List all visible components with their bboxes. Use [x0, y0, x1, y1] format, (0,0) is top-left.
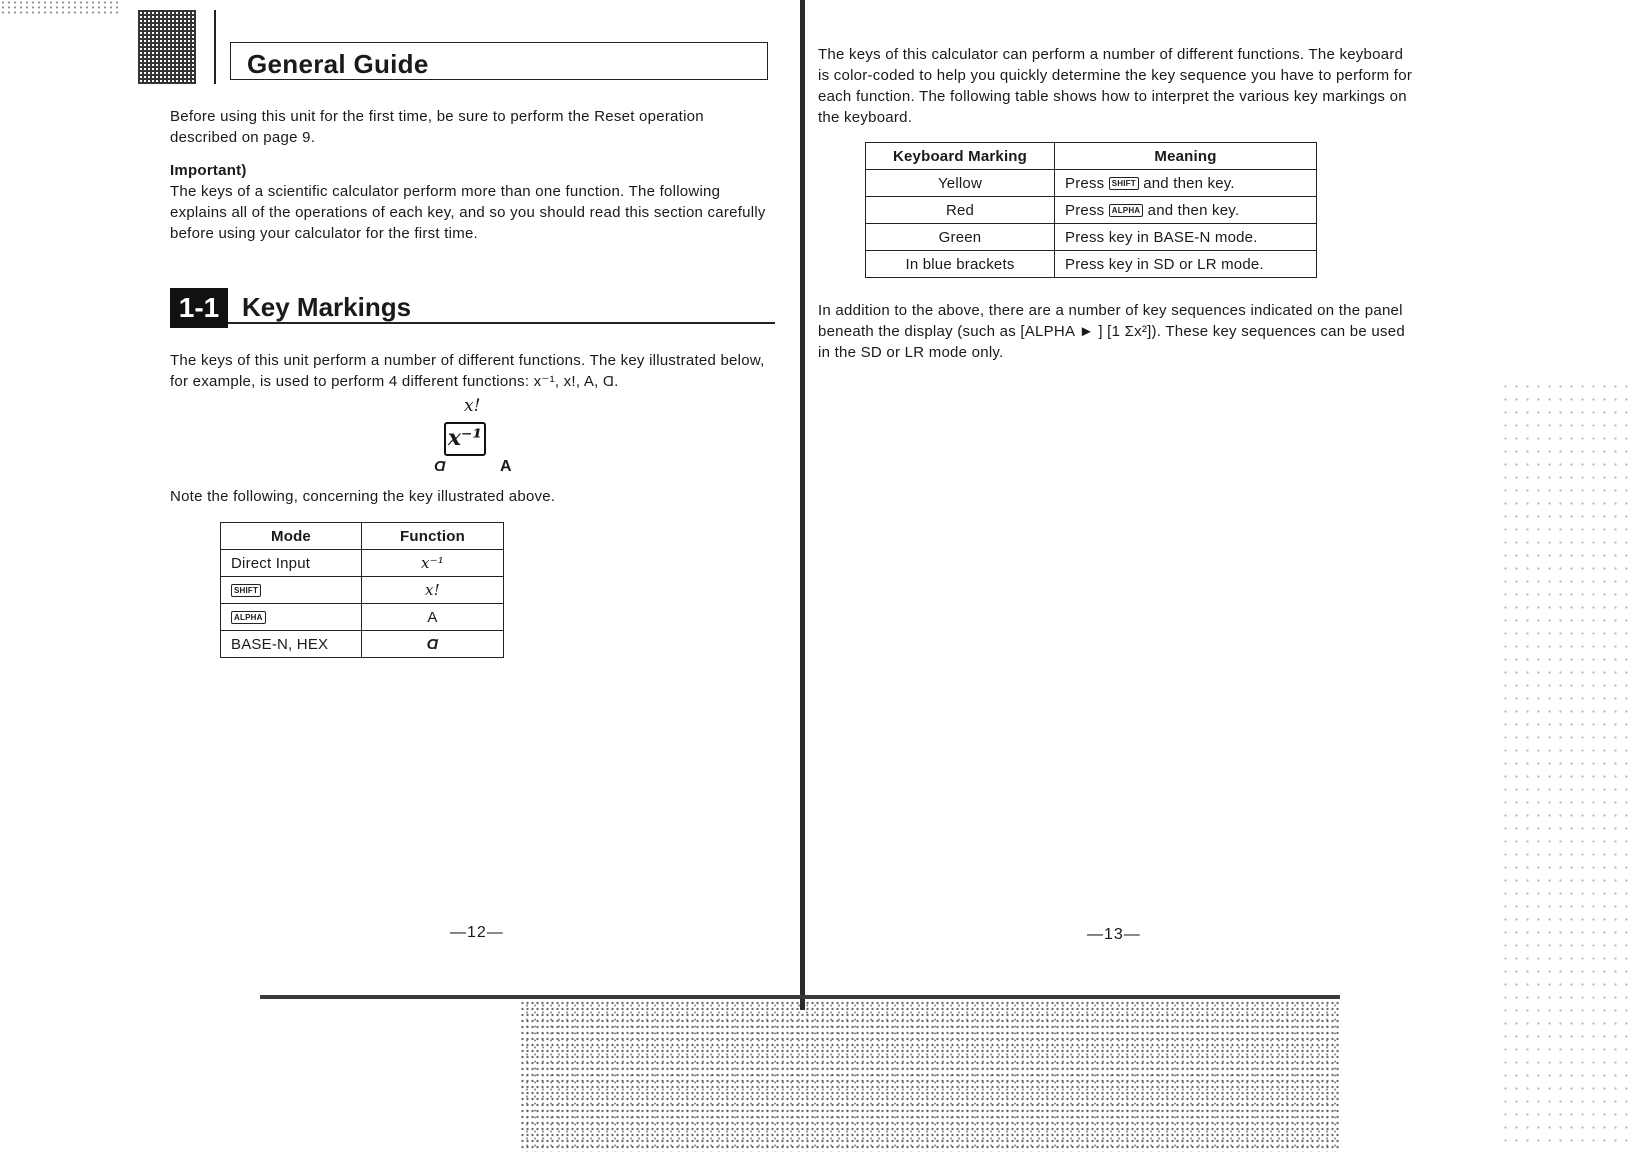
scan-noise	[520, 1000, 1340, 1152]
key-face: x⁻¹	[444, 422, 486, 456]
intro-paragraph	[170, 106, 775, 148]
table-cell: Green	[866, 224, 1055, 251]
section-title-box	[230, 42, 768, 80]
subsection-heading	[170, 288, 775, 328]
table-cell: x!	[362, 577, 504, 604]
addition-paragraph	[818, 300, 1418, 363]
meaning-text: Press	[1065, 201, 1105, 219]
table-header: Keyboard Marking	[866, 143, 1055, 170]
table-cell: Press key in BASE-N mode.	[1055, 224, 1317, 251]
subsection-rule	[228, 322, 775, 324]
key-hex-label: Ɑ	[434, 458, 446, 475]
scan-noise	[1500, 380, 1636, 1152]
table-cell: Direct Input	[221, 550, 362, 577]
meaning-text: and then key.	[1147, 201, 1240, 219]
note-paragraph	[170, 486, 775, 507]
section-title: General Guide	[247, 49, 429, 79]
important-block	[170, 160, 775, 244]
table-row	[221, 604, 504, 631]
chapter-rule	[214, 10, 216, 84]
key-shift-label: x!	[464, 396, 481, 416]
key-text: The keys of this unit perform a number of different functions. The key illustrated below, for example, is used to perform 4 different functions: x⁻¹, x!, A, Ɑ.	[170, 352, 765, 390]
table-cell	[221, 604, 362, 631]
meaning-text: Press	[1065, 174, 1105, 192]
key-illustration	[430, 396, 520, 476]
marking-table	[865, 142, 1317, 278]
table-cell: A	[362, 604, 504, 631]
table-cell	[1055, 170, 1317, 197]
table-header: Mode	[221, 523, 362, 550]
note-text: Note the following, concerning the key illustrated above.	[170, 488, 556, 505]
key-alpha-label: A	[500, 458, 512, 475]
page-number: —12—	[450, 924, 504, 941]
meaning-text: and then key.	[1143, 174, 1235, 192]
table-cell: In blue brackets	[866, 251, 1055, 278]
important-text: The keys of a scientific calculator perform more than one function. The following explains all of the operations of each key, and so you should read this section carefully before using your calculator for the first time.	[170, 183, 766, 242]
table-cell: BASE-N, HEX	[221, 631, 362, 658]
table-row	[866, 224, 1317, 251]
table-row	[221, 631, 504, 658]
table-header-row	[866, 143, 1317, 170]
table-cell	[1055, 197, 1317, 224]
table-row	[866, 170, 1317, 197]
table-header-row	[221, 523, 504, 550]
addition-text: In addition to the above, there are a number of key sequences indicated on the panel beneath the display (such as [ALPHA ► ] [1 Σx²]). These key sequences can be used in the SD or LR mode only.	[818, 302, 1405, 361]
table-cell	[221, 577, 362, 604]
shift-keycap: SHIFT	[1109, 177, 1139, 190]
key-paragraph	[170, 350, 775, 392]
table-row	[221, 550, 504, 577]
table-cell: Ɑ	[362, 631, 504, 658]
subsection-number: 1-1	[170, 288, 228, 328]
alpha-keycap: ALPHA	[1109, 204, 1144, 217]
right-intro-text: The keys of this calculator can perform a number of different functions. The keyboard is color-coded to help you quickly determine the key sequence you have to perform for each function. The following table shows how to interpret the various key markings on the keyboard.	[818, 46, 1413, 126]
table-cell: Red	[866, 197, 1055, 224]
table-row	[866, 197, 1317, 224]
alpha-keycap: ALPHA	[231, 611, 266, 624]
important-heading: Important)	[170, 162, 247, 179]
table-cell: x⁻¹	[362, 550, 504, 577]
subsection-title: Key Markings	[242, 292, 412, 322]
table-header: Meaning	[1055, 143, 1317, 170]
table-cell: Press key in SD or LR mode.	[1055, 251, 1317, 278]
page-bottom-edge	[260, 995, 1340, 999]
intro-text: Before using this unit for the first time, be sure to perform the Reset operation described on page 9.	[170, 108, 704, 146]
table-row	[221, 577, 504, 604]
page-number: —13—	[1087, 926, 1141, 943]
left-page	[0, 0, 800, 1000]
shift-keycap: SHIFT	[231, 584, 261, 597]
table-header: Function	[362, 523, 504, 550]
chapter-tab-graphic	[138, 10, 196, 84]
table-cell: Yellow	[866, 170, 1055, 197]
mode-table	[220, 522, 504, 658]
right-intro-paragraph	[818, 44, 1418, 128]
table-row	[866, 251, 1317, 278]
